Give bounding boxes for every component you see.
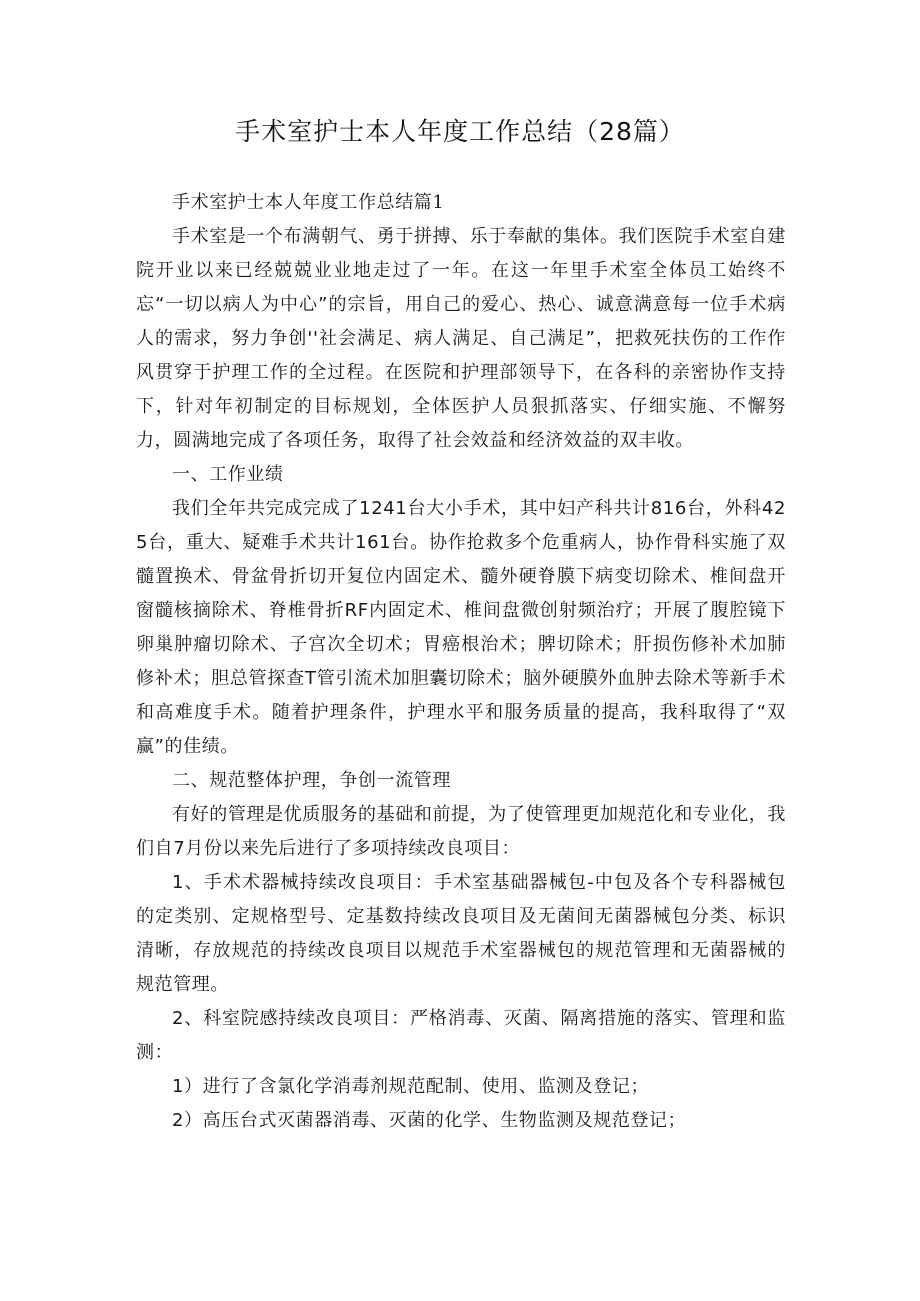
document-title: 手术室护士本人年度工作总结（28篇）	[235, 117, 685, 146]
section-heading: 手术室护士本人年度工作总结篇1	[172, 192, 445, 213]
list-item: 2）高压台式灭菌器消毒、灭菌的化学、生物监测及规范登记；	[172, 1110, 687, 1131]
paragraph: 2、科室院感持续改良项目：严格消毒、灭菌、隔离措施的落实、管理和监测：	[136, 1008, 786, 1063]
list-item: 1）进行了含氯化学消毒剂规范配制、使用、监测及登记；	[172, 1076, 650, 1097]
paragraph: 1、手术术器械持续改良项目：手术室基础器械包-中包及各个专科器械包的定类别、定规格型号、定基数持续改良项目及无菌间无菌器械包分类、标识清晰，存放规范的持续改良项目以规范手术室器械包的规范管理和无菌器械的规范管理。	[136, 872, 786, 995]
section-heading: 一、工作业绩	[172, 464, 284, 485]
paragraph: 有好的管理是优质服务的基础和前提，为了使管理更加规范化和专业化，我们自7月份以来先后进行了多项持续改良项目：	[136, 804, 786, 859]
document-body	[136, 186, 786, 1138]
paragraph: 我们全年共完成完成了1241台大小手术，其中妇产科共计816台，外科425台，重大、疑难手术共计161台。协作抢救多个危重病人，协作骨科实施了双髓置换术、骨盆骨折切开复位内固定术、髓外硬脊膜下病变切除术、椎间盘开窗髓核摘除术、脊椎骨折RF内固定术、椎间盘微创射频治疗；开展了腹腔镜下卵巢肿瘤切除术、子宫次全切术；胃癌根治术；脾切除术；肝损伤修补术加肺修补术；胆总管探查T管引流术加胆囊切除术；脑外硬膜外血肿去除术等新手术和高难度手术。随着护理条件，护理水平和服务质量的提高，我科取得了“双赢”的佳绩。	[136, 498, 786, 757]
paragraph: 手术室是一个布满朝气、勇于拼搏、乐于奉献的集体。我们医院手术室自建院开业以来已经兢兢业业地走过了一年。在这一年里手术室全体员工始终不忘“一切以病人为中心”的宗旨，用自己的爱心、热心、诚意满意每一位手术病人的需求，努力争创''社会满足、病人满足、自己满足”，把救死扶伤的工作作风贯穿于护理工作的全过程。在医院和护理部领导下，在各科的亲密协作支持下，针对年初制定的目标规划，全体医护人员狠抓落实、仔细实施、不懈努力，圆满地完成了各项任务，取得了社会效益和经济效益的双丰收。	[136, 226, 786, 451]
section-heading: 二、规范整体护理，争创一流管理	[172, 770, 451, 791]
